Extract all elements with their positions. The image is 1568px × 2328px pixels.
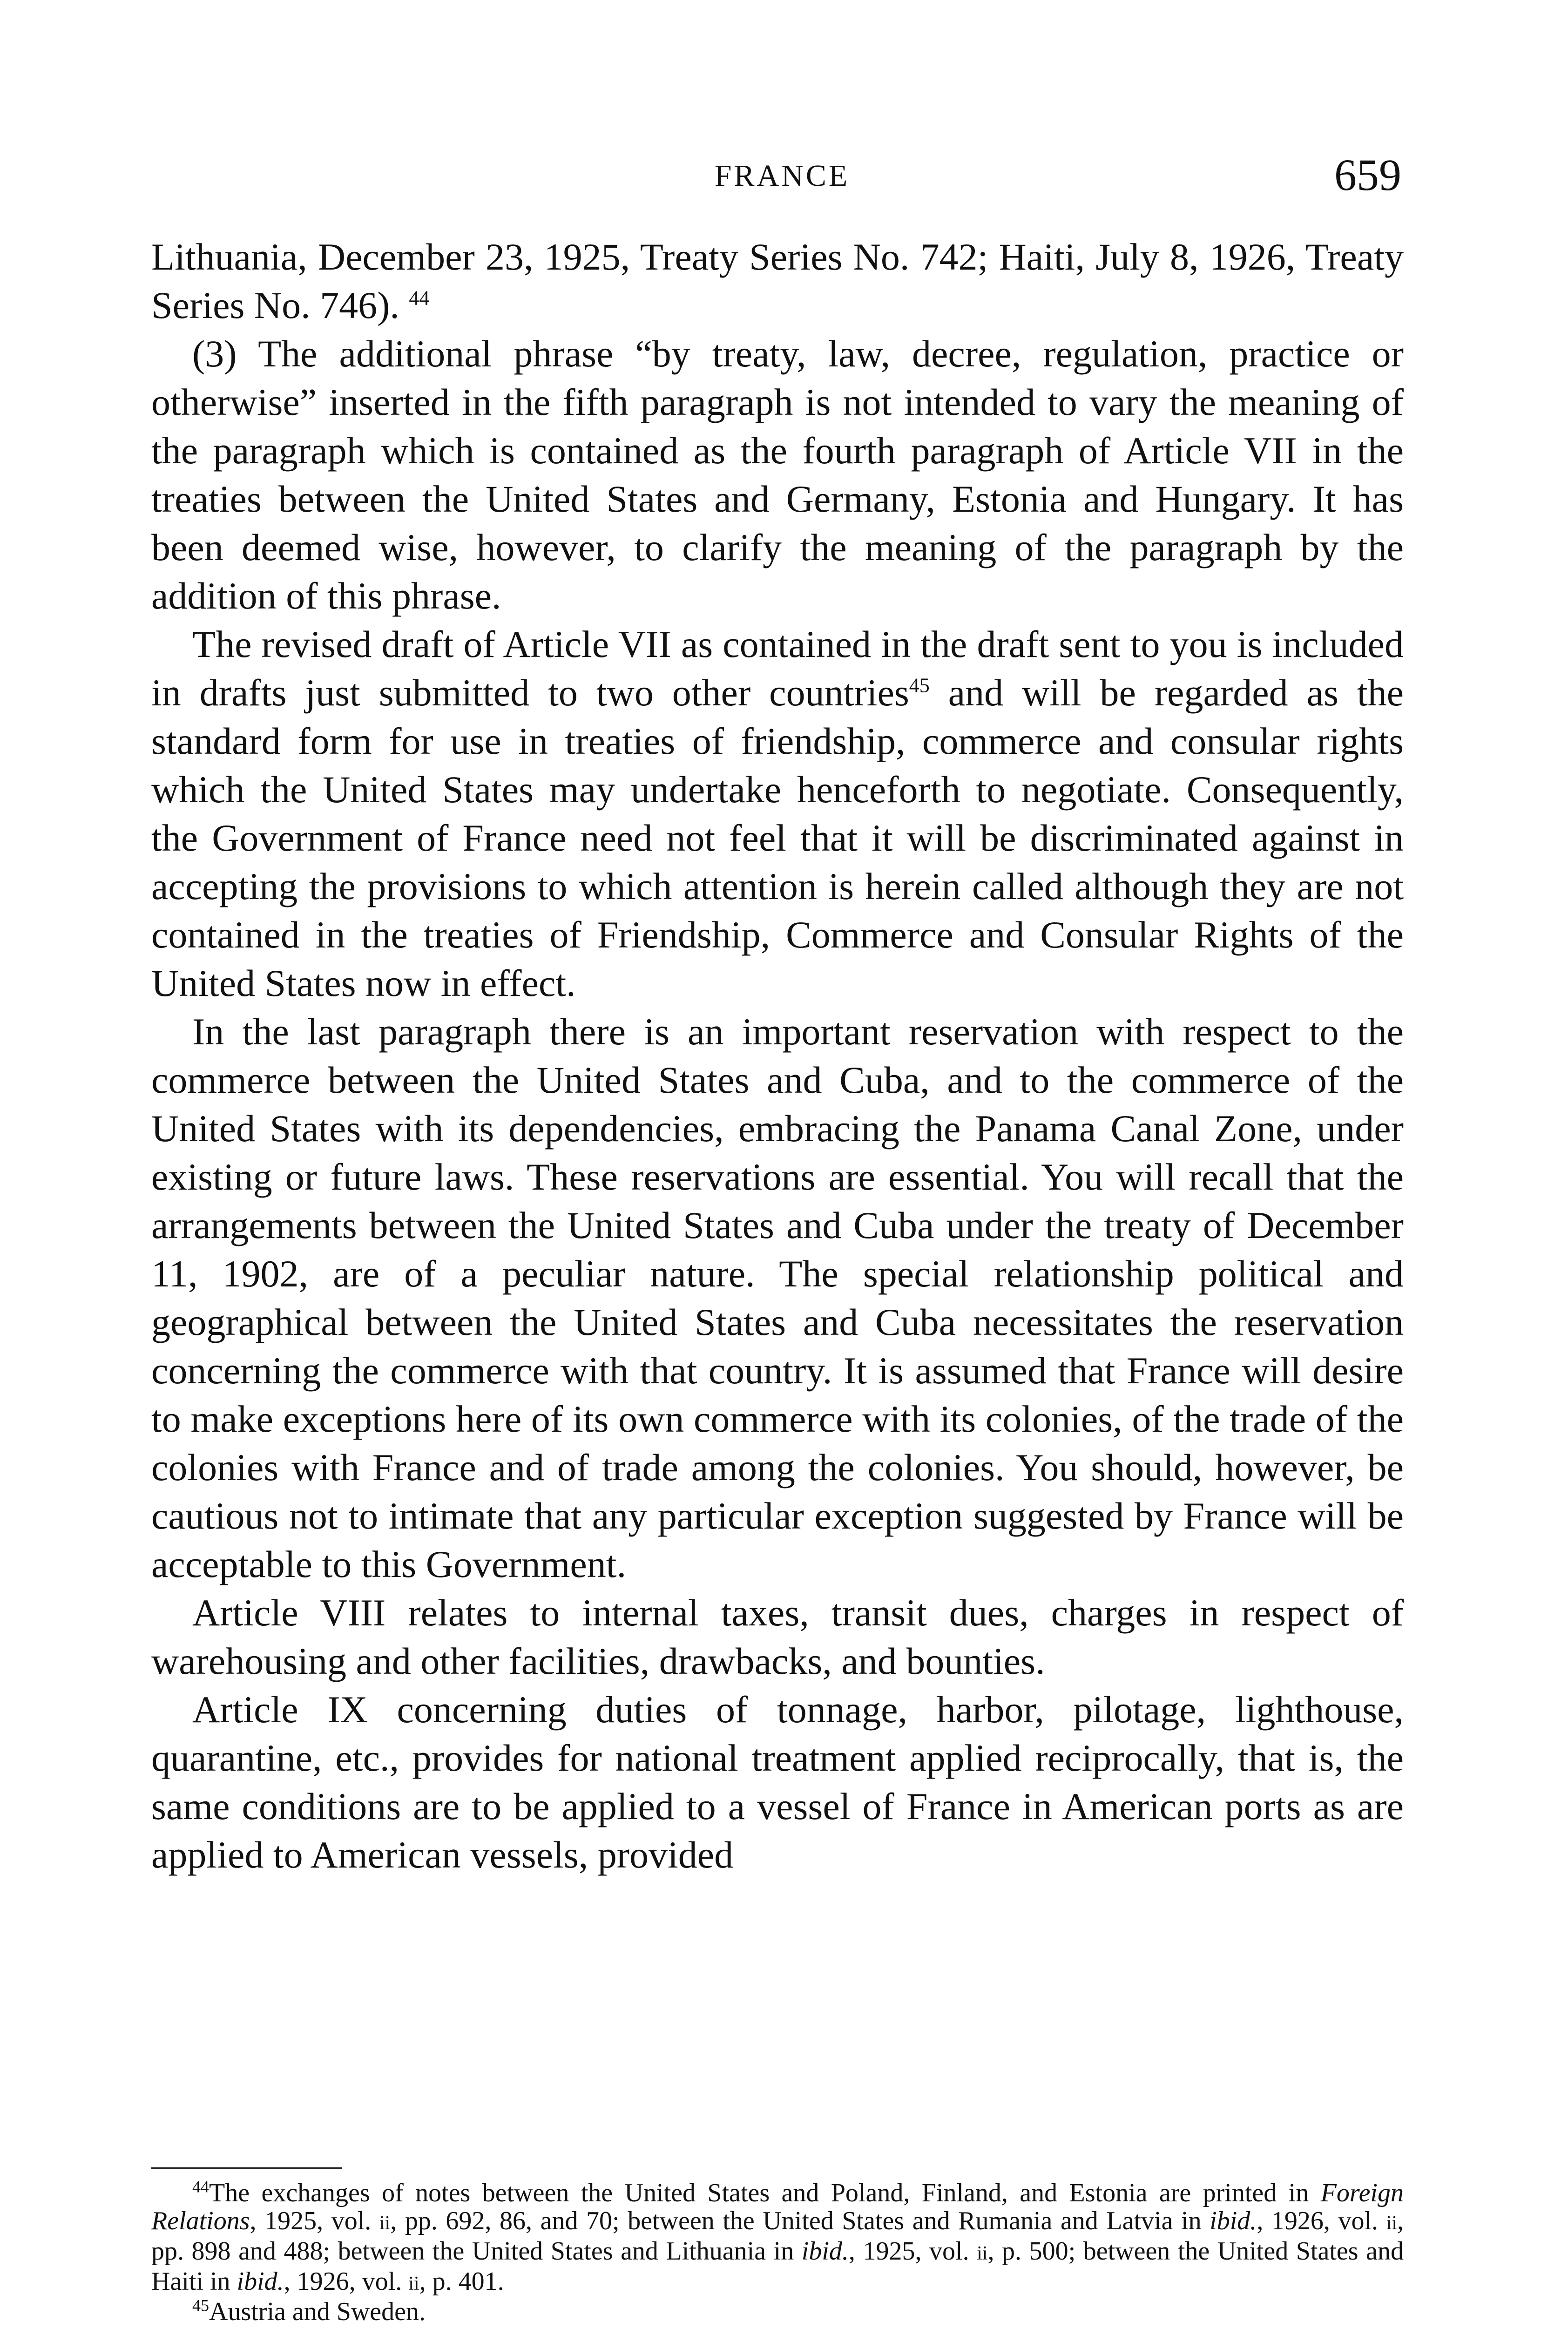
footnote-44-text: , 1926, vol. xyxy=(1257,2206,1386,2235)
footnote-44-text: , p. 500; between the United States and Haiti in xyxy=(151,2237,1404,2296)
footnote-44-text: The exchanges of notes between the United States and Poland, Finland, and Estonia are printed in xyxy=(209,2179,1321,2207)
paragraph-3-text-a: The revised draft of Article VII as contained in the draft sent to you is included in drafts just submitted to two other countries xyxy=(151,623,1404,714)
footnote-44-text: , 1926, vol. xyxy=(284,2267,409,2296)
footnote-divider xyxy=(151,2167,342,2169)
footnote-45-text: Austria and Sweden. xyxy=(209,2297,426,2326)
paragraph-5: Article VIII relates to internal taxes, transit dues, charges in respect of warehousing and other facilities, drawbacks, and bounties. xyxy=(151,1591,1404,1682)
footnote-44 xyxy=(151,2179,1404,2298)
footnote-45 xyxy=(151,2298,1404,2326)
body-text xyxy=(151,233,1404,1879)
footnote-ref-44[interactable]: 44 xyxy=(409,286,430,310)
footnote-44-citation: ibid. xyxy=(801,2237,849,2266)
footnote-44-text: , 1925, vol. xyxy=(250,2206,379,2235)
footnote-ref-45[interactable]: 45 xyxy=(909,674,930,697)
footnote-44-volume: ii xyxy=(408,2273,419,2294)
footnotes xyxy=(151,2179,1404,2326)
footnote-44-text: , pp. 692, 86, and 70; between the United States and Rumania and Latvia in xyxy=(390,2206,1210,2235)
paragraph-3 xyxy=(151,620,1404,1008)
footnote-45-mark: 45 xyxy=(192,2296,209,2315)
paragraph-2: (3) The additional phrase “by treaty, law, decree, regulation, practice or otherwise” inserted in the fifth paragraph is not intended to vary the meaning of the paragraph which is contained as the fourth paragraph of Article VII in the treaties between the United States and Germany, Estonia and Hungary. It has been deemed wise, however, to clarify the meaning of the paragraph by the addition of this phrase. xyxy=(151,332,1404,617)
paragraph-1 xyxy=(151,233,1404,330)
footnote-44-volume: ii xyxy=(977,2243,988,2264)
footnote-44-citation: ibid. xyxy=(1210,2206,1257,2235)
page-number: 659 xyxy=(1334,150,1401,200)
paragraph-4: In the last paragraph there is an important reservation with respect to the commerce between the United States and Cuba, and to the commerce of the United States with its dependencies, embracing the Panama Canal Zone, under existing or future laws. These reservations are essential. You will recall that the arrangements between the United States and Cuba under the treaty of December 11, 1902, are of a peculiar nature. The special relationship political and geographical between the United States and Cuba necessitates the reservation concerning the commerce with that country. It is assumed that France will desire to make exceptions here of its own commerce with its colonies, of the trade of the colonies with France and of trade among the colonies. You should, however, be cautious not to intimate that any particular exception suggested by France will be acceptable to this Government. xyxy=(151,1010,1404,1585)
footnote-44-mark: 44 xyxy=(192,2177,209,2196)
paragraph-1-text: Lithuania, December 23, 1925, Treaty Series No. 742; Haiti, July 8, 1926, Treaty Series No. 746). xyxy=(151,236,1404,326)
footnote-44-citation: ibid. xyxy=(237,2267,284,2296)
footnote-44-citation: Foreign Relations xyxy=(151,2179,1404,2235)
paragraph-3-text-b: and will be regarded as the standard form for use in treaties of friendship, commerce and consular rights which the United States may undertake henceforth to negotiate. Consequently, the Government of France need not feel that it will be discriminated against in accepting the provisions to which attention is herein called although they are not contained in the treaties of Friendship, Commerce and Consular Rights of the United States now in effect. xyxy=(151,671,1404,1004)
running-head-title: FRANCE xyxy=(714,159,850,193)
footnote-44-text: , 1925, vol. xyxy=(848,2237,977,2266)
paragraph-6: Article IX concerning duties of tonnage, harbor, pilotage, lighthouse, quarantine, etc., provides for national treatment applied reciprocally, that is, the same conditions are to be applied to a vessel of France in American ports as are applied to American vessels, provided xyxy=(151,1688,1404,1876)
footnote-44-text: , p. 401. xyxy=(419,2267,504,2296)
footnote-44-text: , pp. 898 and 488; between the United States and Lithuania in xyxy=(151,2206,1404,2266)
footnote-44-volume: ii xyxy=(1386,2213,1397,2234)
footnote-44-volume: ii xyxy=(379,2213,391,2234)
